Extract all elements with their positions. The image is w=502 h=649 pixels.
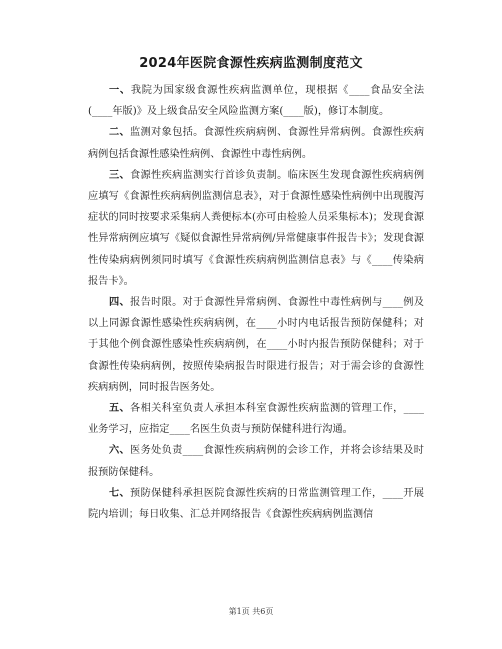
paragraph-number: 三、 [109, 169, 131, 181]
document-body [88, 80, 424, 525]
paragraph-text: 食源性疾病监测实行首诊负责制。临床医生发现食源性疾病病例应填写《食源性疾病病例监测信息表》，对于食源性感染性病例中出现腹泻症状的同时按要求采集病人粪便标本(亦可由检验人员采集标本)；发现食源性异常病例应填写《疑似食源性异常病例/异常健康事件报告卡》；发现食源性传染病病例须同时填写《食源性疾病病例监测信息表》与《____传染病报告卡》。 [88, 169, 425, 287]
paragraph-number: 四、 [109, 297, 131, 309]
paragraph-text: 医务处负责____食源性疾病病例的会诊工作，并将会诊结果及时报预防保健科。 [88, 445, 424, 478]
paragraph-number: 二、 [109, 127, 131, 139]
document-title: 2024年医院食源性疾病监测制度范文 [139, 56, 363, 71]
paragraph-text: 各相关科室负责人承担本科室食源性疾病监测的管理工作，____业务学习，应指定____名医生负责与预防保健科进行沟通。 [88, 403, 424, 436]
paragraph-number: 五、 [109, 403, 131, 415]
paragraph-text: 监测对象包括。食源性疾病病例、食源性异常病例。食源性疾病病例包括食源性感染性病例、食源性中毒性病例。 [88, 127, 425, 160]
paragraph-2 [88, 122, 424, 164]
paragraph-1 [88, 80, 424, 122]
paragraph-text: 报告时限。对于食源性异常病例、食源性中毒性病例与____例及以上同源食源性感染性疾病病例，在____小时内电话报告预防保健科；对于其他个例食源性感染性疾病病例，在____小时内报告预防保健科；对于食源性传染病病例，按照传染病报告时限进行报告；对于需会诊的食源性疾病病例，同时报告医务处。 [88, 297, 424, 393]
paragraph-text: 我院为国家级食源性疾病监测单位，现根据《____食品安全法(____年版)》及上级食品安全风险监测方案(____版)，修订本制度。 [88, 85, 425, 118]
paragraph-7 [88, 483, 424, 525]
paragraph-5 [88, 398, 424, 440]
paragraph-number: 七、 [109, 487, 131, 499]
paragraph-3 [88, 165, 424, 292]
paragraph-number: 一、 [109, 85, 131, 96]
paragraph-text: 预防保健科承担医院食源性疾病的日常监测管理工作，____开展院内培训；每日收集、汇总并网络报告《食源性疾病病例监测信 [88, 487, 424, 521]
page-footer: 第1页 共6页 [228, 607, 274, 616]
paragraph-4 [88, 292, 424, 398]
paragraph-number: 六、 [109, 445, 131, 457]
paragraph-6 [88, 440, 424, 482]
